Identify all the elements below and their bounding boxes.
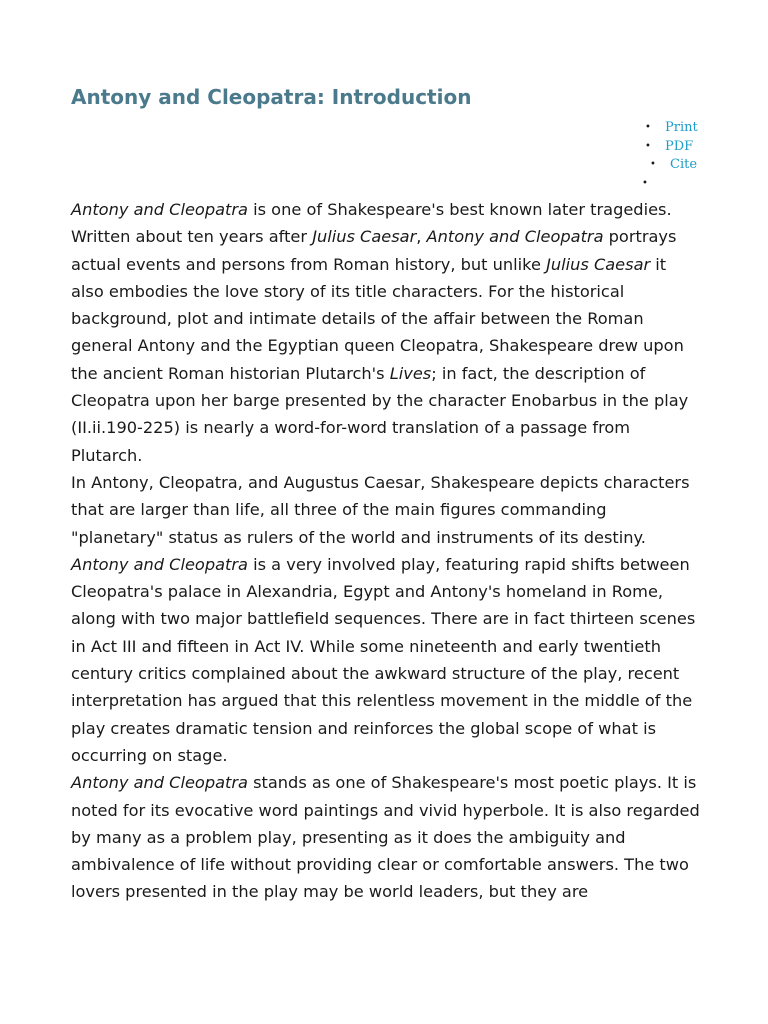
article-body (71, 196, 703, 906)
pdf-link[interactable]: PDF (665, 138, 694, 154)
body-text-run: , (416, 227, 427, 247)
italic-title-text: Antony and Cleopatra (71, 773, 248, 793)
italic-title-text: Julius Caesar (312, 227, 417, 247)
cite-link[interactable]: Cite (670, 157, 698, 172)
paragraph-1 (71, 196, 703, 469)
list-bullet: • (645, 140, 651, 152)
print-link[interactable]: Print (665, 120, 698, 135)
italic-title-text: Lives (389, 363, 432, 383)
body-text-run: is one of Shakespeare's best known later tragedies. Written about ten years after (71, 200, 672, 247)
body-text-run: it also embodies the love story of its title characters. For the historical background, plot and intimate details of the affair between the Roman general Antony and the Egyptian queen Cleopatra, Shakespeare drew upon the ancient Roman historian Plutarch's (71, 254, 684, 383)
body-text-run: is a very involved play, featuring rapid shifts between Cleopatra's palace in Alexandria, Egypt and Antony's homeland in Rome, along with two major battlefield sequences. There are in fact thirteen scenes in Act III and fifteen in Act IV. While some nineteenth and early twentieth century critics complained about the awkward structure of the play, recent interpretation has argued that this relentless movement in the middle of the play creates dramatic tension and reinforces the global scope of what is occurring on stage. (71, 554, 696, 765)
italic-title-text: Antony and Cleopatra (71, 200, 248, 219)
italic-title-text: Antony and Cleopatra (71, 554, 248, 574)
paragraph-3 (71, 769, 703, 905)
list-bullet: • (645, 122, 651, 133)
body-text-run: ; in fact, the description of Cleopatra upon her barge presented by the character Enobarbus in the play (II.ii.190-225) is nearly a word-for-word translation of a passage from Plutarch. (71, 363, 689, 465)
body-text-run: In Antony, Cleopatra, and Augustus Caesar, Shakespeare depicts characters that are larger than life, all three of the main figures commanding "planetary" status as rulers of the world and instruments of its destiny. (71, 472, 690, 547)
list-bullet: • (642, 177, 648, 189)
italic-title-text: Julius Caesar (546, 254, 651, 274)
body-text-run: portrays actual events and persons from Roman history, but unlike (71, 227, 677, 274)
page-title: Antony and Cleopatra: Introduction (71, 85, 472, 109)
italic-title-text: Antony and Cleopatra (426, 227, 604, 247)
list-bullet: • (650, 159, 656, 170)
body-text-run: stands as one of Shakespeare's most poetic plays. It is noted for its evocative word paintings and vivid hyperbole. It is also regarded by many as a problem play, presenting as it does the ambiguity and ambivalence of life without providing clear or comfortable answers. The two lovers presented in the play may be world leaders, but they are (71, 773, 700, 902)
paragraph-2 (71, 469, 703, 769)
